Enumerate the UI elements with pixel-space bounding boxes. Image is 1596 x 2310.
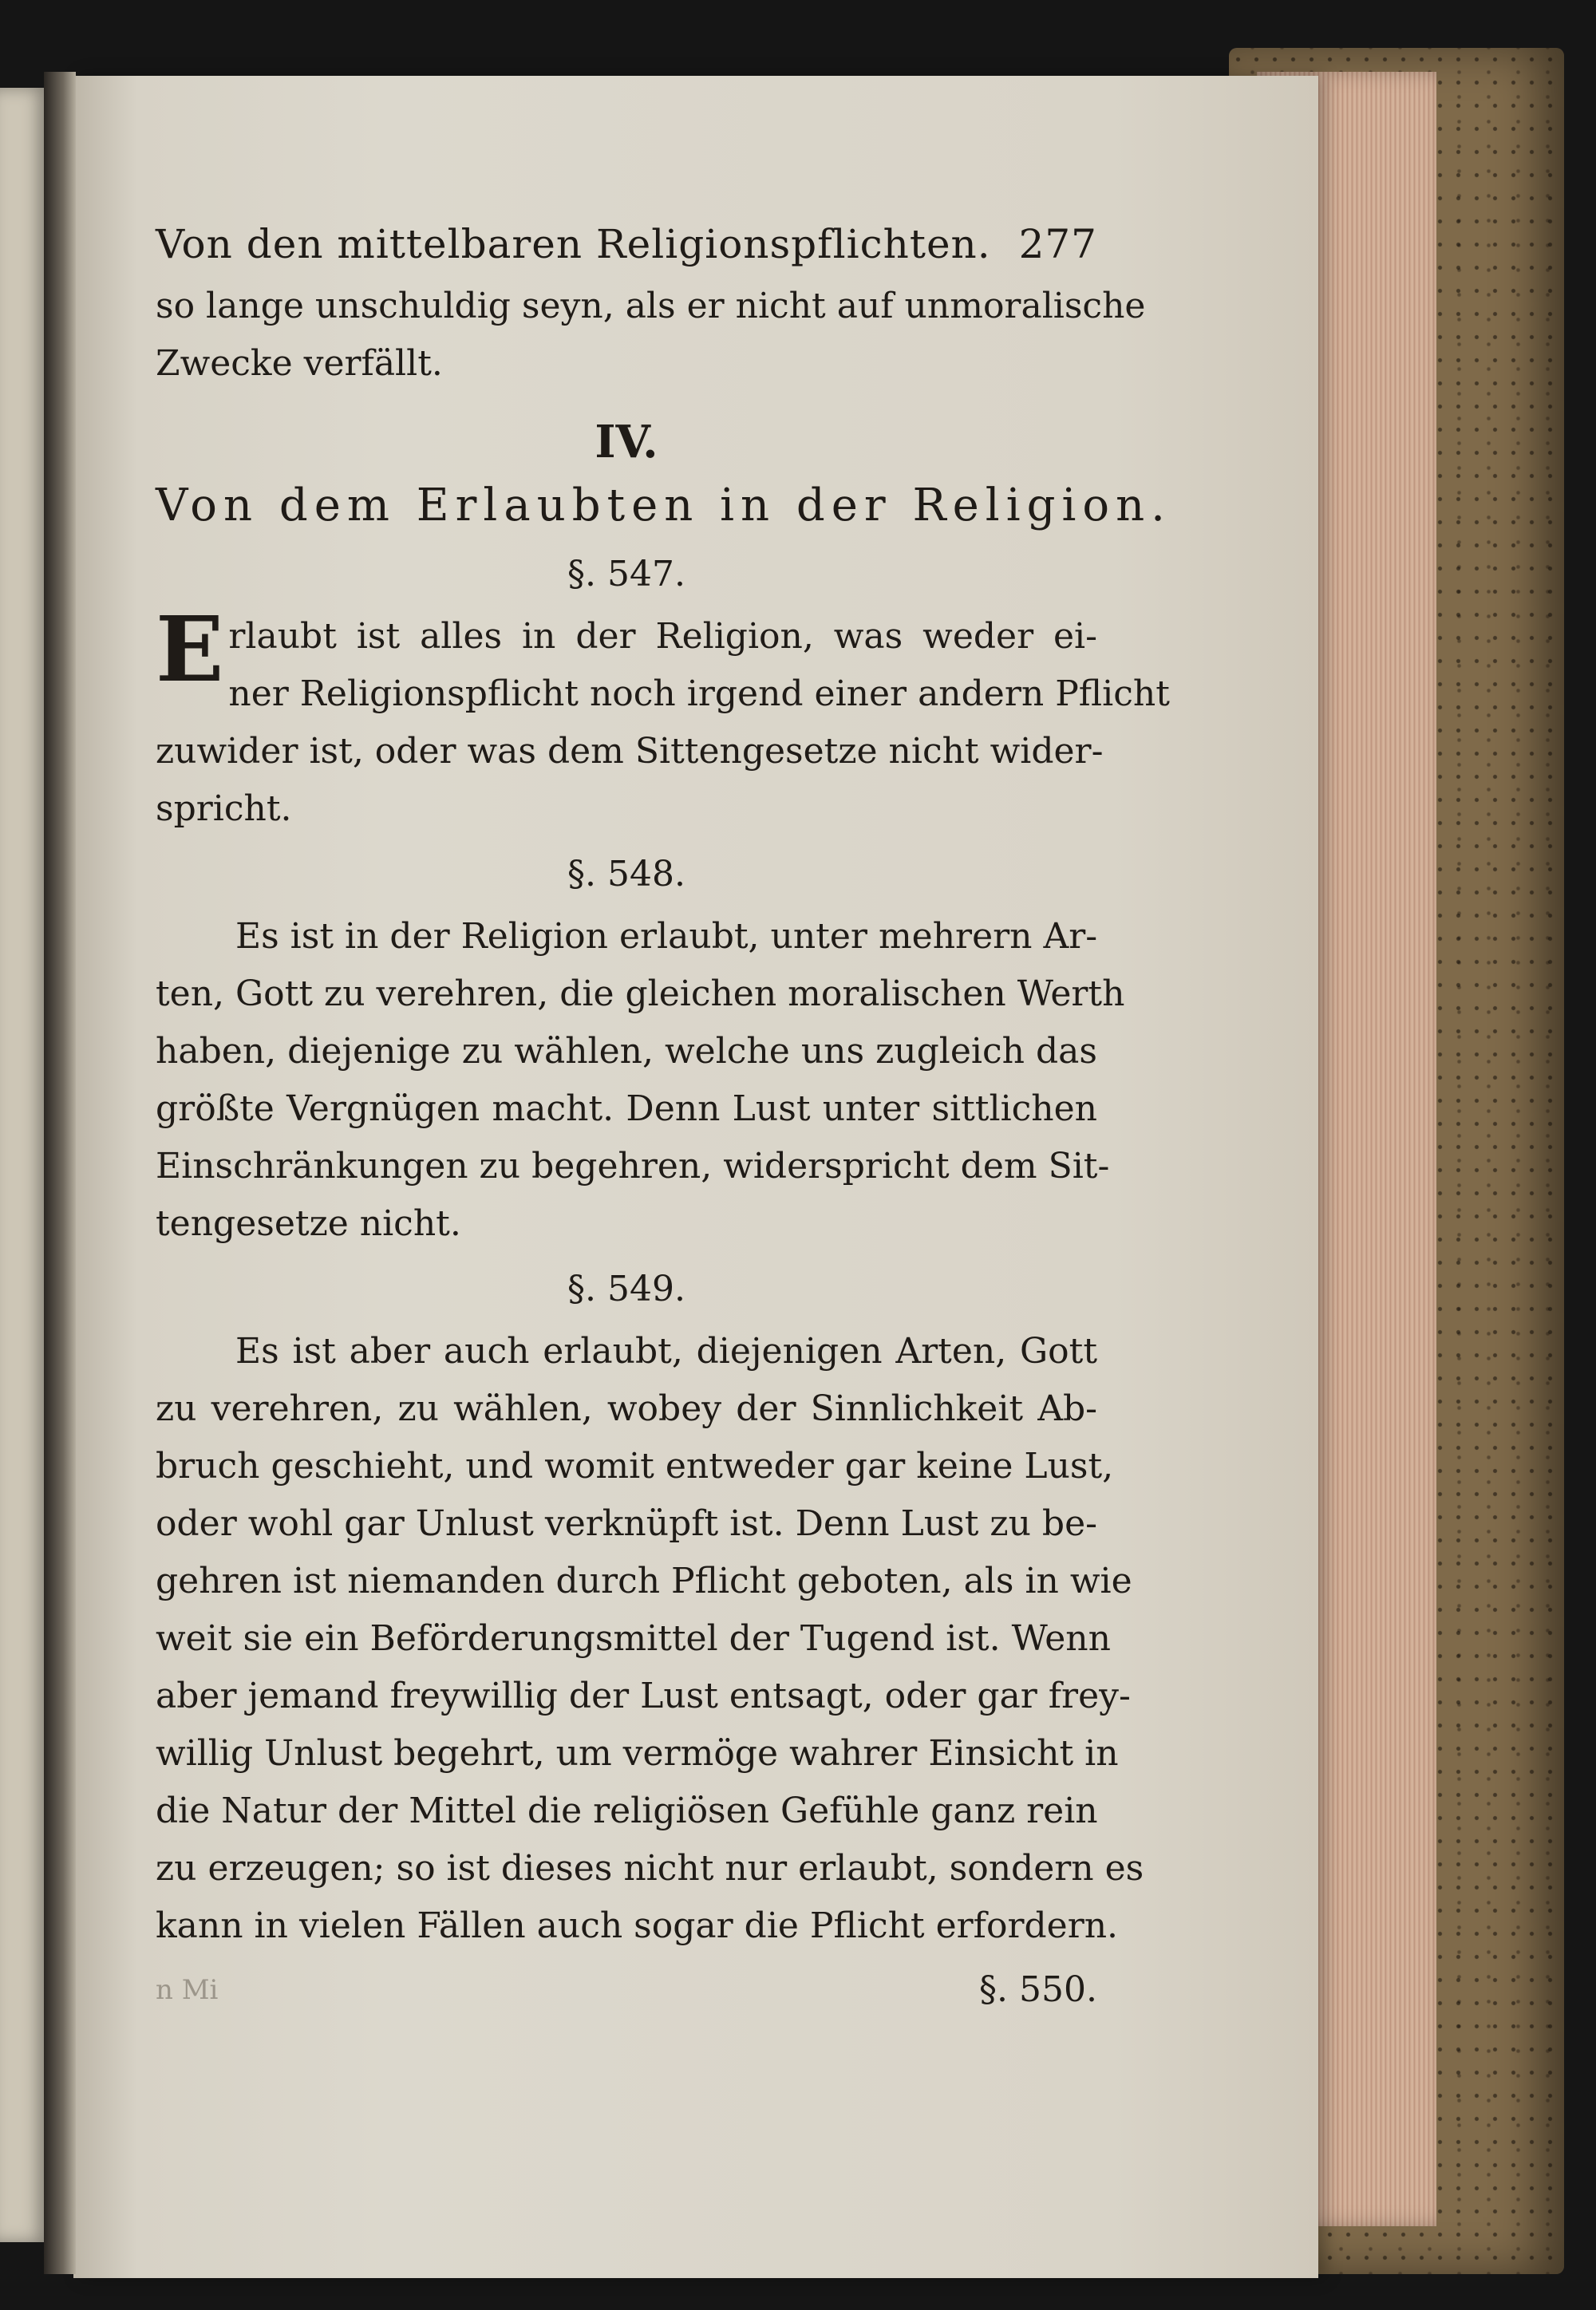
facing-page-edge (0, 88, 48, 2242)
text-line: Einschränkungen zu begehren, widerspricht dem Sit- (156, 1146, 1110, 1187)
book-gutter (44, 72, 76, 2274)
text-line: zu verehren, zu wählen, wobey der Sinnlichkeit Ab- (156, 1388, 1097, 1429)
text-line: so lange unschuldig seyn, als er nicht auf unmoralische (156, 286, 1146, 326)
chapter-title: Von dem Erlaubten in der Religion. (156, 480, 1171, 531)
text-line: die Natur der Mittel die religiösen Gefühle ganz rein (156, 1791, 1098, 1831)
section-number: §. 547. (567, 554, 685, 594)
text-line: rlaubt ist alles in der Religion, was weder ei- (228, 616, 1097, 657)
text-line: gehren ist niemanden durch Pflicht geboten, als in wie (156, 1561, 1132, 1601)
chapter-number: IV. (595, 416, 658, 468)
text-line: zuwider ist, oder was dem Sittengesetze nicht wider- (156, 731, 1104, 772)
running-head (156, 215, 1097, 273)
text-line: ten, Gott zu verehren, die gleichen moralischen Werth (156, 973, 1125, 1014)
text-line: oder wohl gar Unlust verknüpft ist. Denn Lust zu be- (156, 1503, 1097, 1544)
text-line: weit sie ein Beförderungsmittel der Tugend ist. Wenn (156, 1618, 1111, 1659)
section-547-paragraph (156, 598, 1170, 838)
text-line: ner Religionspflicht noch irgend einer andern Pflicht (228, 673, 1170, 714)
text-line: spricht. (156, 788, 292, 829)
text-line: tengesetze nicht. (156, 1203, 461, 1244)
text-line: willig Unlust begehrt, um vermöge wahrer Einsicht in (156, 1733, 1119, 1774)
section-549-paragraph (156, 1323, 1144, 1955)
page-number: 277 (1018, 221, 1097, 267)
drop-cap: E (156, 598, 224, 702)
text-line: zu erzeugen; so ist dieses nicht nur erlaubt, sondern es (156, 1848, 1144, 1889)
section-548-paragraph (156, 908, 1125, 1253)
intro-paragraph (156, 278, 1146, 393)
text-line: haben, diejenige zu wählen, welche uns zugleich das (156, 1031, 1097, 1072)
text-line: bruch geschieht, und womit entweder gar keine Lust, (156, 1446, 1114, 1487)
catchword: §. 550. (979, 1969, 1097, 2010)
faint-mark: n Mi (156, 1974, 219, 2006)
text-line: Es ist aber auch erlaubt, diejenigen Arten, Gott (235, 1331, 1097, 1372)
page-footer (156, 1961, 1097, 2019)
page-text-block (156, 215, 1171, 2019)
section-number: §. 549. (567, 1269, 685, 1309)
text-line: Es ist in der Religion erlaubt, unter mehrern Ar- (235, 916, 1098, 957)
text-line: aber jemand freywillig der Lust entsagt, oder gar frey- (156, 1676, 1131, 1716)
text-line: Zwecke verfällt. (156, 343, 443, 384)
section-number: §. 548. (567, 854, 685, 894)
text-line: kann in vielen Fällen auch sogar die Pflicht erfordern. (156, 1905, 1119, 1946)
text-line: größte Vergnügen macht. Denn Lust unter sittlichen (156, 1088, 1097, 1129)
running-title: Von den mittelbaren Religionspflichten. (156, 221, 991, 267)
